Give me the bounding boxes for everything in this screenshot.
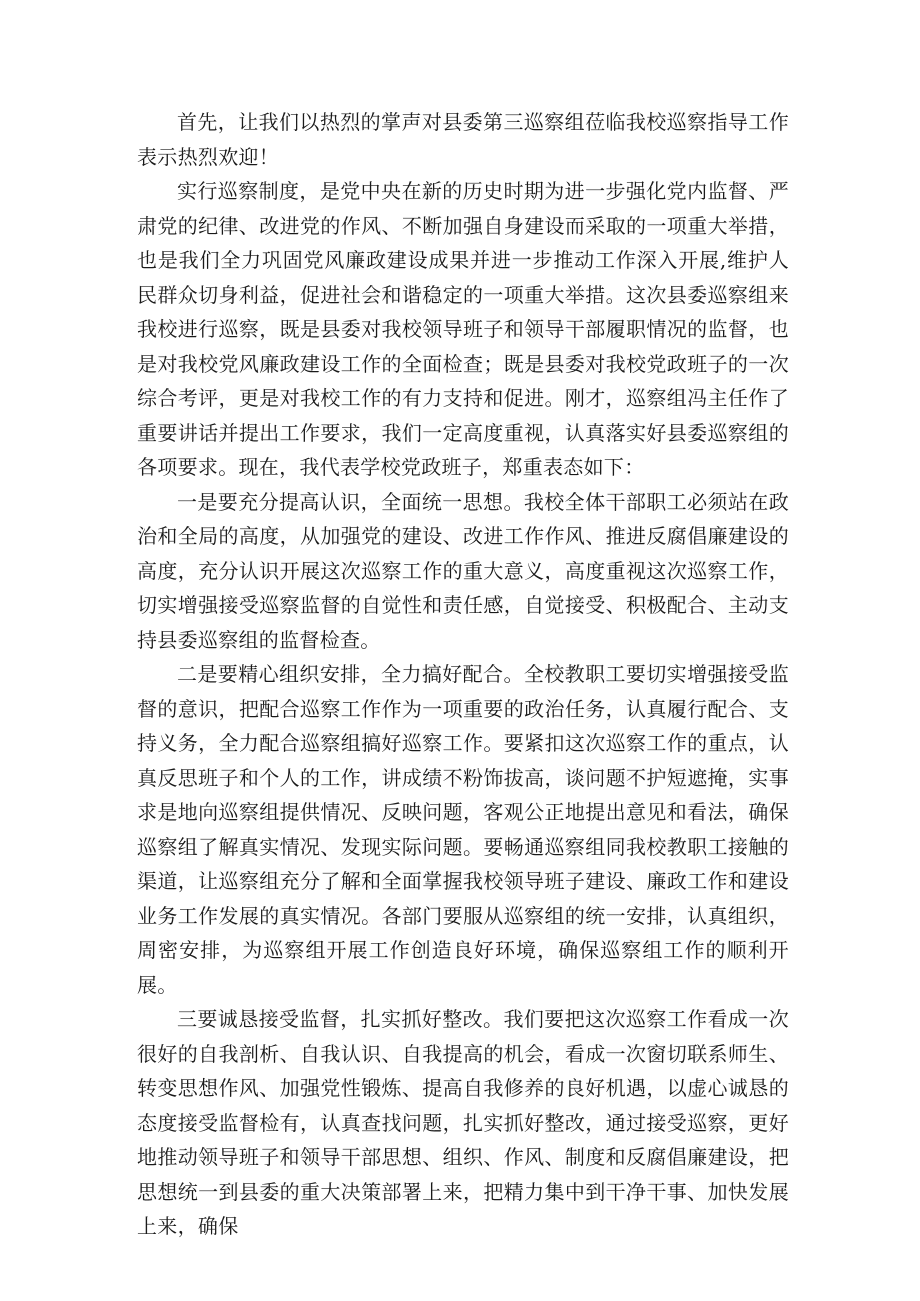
paragraph-welcome: 首先，让我们以热烈的掌声对县委第三巡察组莅临我校巡察指导工作表示热烈欢迎！	[137, 110, 789, 169]
paragraph-point-two: 二是要精心组织安排，全力搞好配合。全校教职工要切实增强接受监督的意识，把配合巡察工作作为一项重要的政治任务，认真履行配合、支持义务，全力配合巡察组搞好巡察工作。要紧扣这次巡察工作的重点，认真反思班子和个人的工作，讲成绩不粉饰拔高，谈问题不护短遮掩，实事求是地向巡察组提供情况、反映问题，客观公正地提出意见和看法，确保巡察组了解真实情况、发现实际问题。要畅通巡察组同我校教职工接触的渠道，让巡察组充分了解和全面掌握我校领导班子建设、廉政工作和建设业务工作发展的真实情况。各部门要服从巡察组的统一安排，认真组织，周密安排，为巡察组开展工作创造良好环境，确保巡察组工作的顺利开展。	[137, 662, 789, 997]
paragraph-inspection-system: 实行巡察制度，是党中央在新的历史时期为进一步强化党内监督、严肃党的纪律、改进党的作风、不断加强自身建设而采取的一项重大举措，也是我们全力巩固党风廉政建设成果并进一步推动工作深入开展,维护人民群众切身利益，促进社会和谐稳定的一项重大举措。这次县委巡察组来我校进行巡察，既是县委对我校领导班子和领导干部履职情况的监督，也是对我校党风廉政建设工作的全面检查；既是县委对我校党政班子的一次综合考评，更是对我校工作的有力支持和促进。刚才，巡察组冯主任作了重要讲话并提出工作要求，我们一定高度重视，认真落实好县委巡察组的各项要求。现在，我代表学校党政班子，郑重表态如下：	[137, 179, 789, 479]
paragraph-point-three: 三要诚恳接受监督，扎实抓好整改。我们要把这次巡察工作看成一次很好的自我剖析、自我认识、自我提高的机会，看成一次窗切联系师生、转变思想作风、加强党性锻炼、提高自我修养的良好机遇，以虚心诚恳的态度接受监督检有，认真查找问题，扎实抓好整改，通过接受巡察，更好地推动领导班子和领导干部思想、组织、作风、制度和反腐倡廉建设，把思想统一到县委的重大决策部署上来，把精力集中到干净干事、加快发展上来，确保	[137, 1007, 789, 1238]
document-body	[137, 105, 789, 1244]
paragraph-point-one: 一是要充分提高认识，全面统一思想。我校全体干部职工必须站在政治和全局的高度，从加强党的建设、改进工作作风、推进反腐倡廉建设的高度，充分认识开展这次巡察工作的重大意义，高度重视这次巡察工作，切实增强接受巡察监督的自觉性和责任感，自觉接受、积极配合、主动支持县委巡察组的监督检查。	[137, 489, 789, 652]
